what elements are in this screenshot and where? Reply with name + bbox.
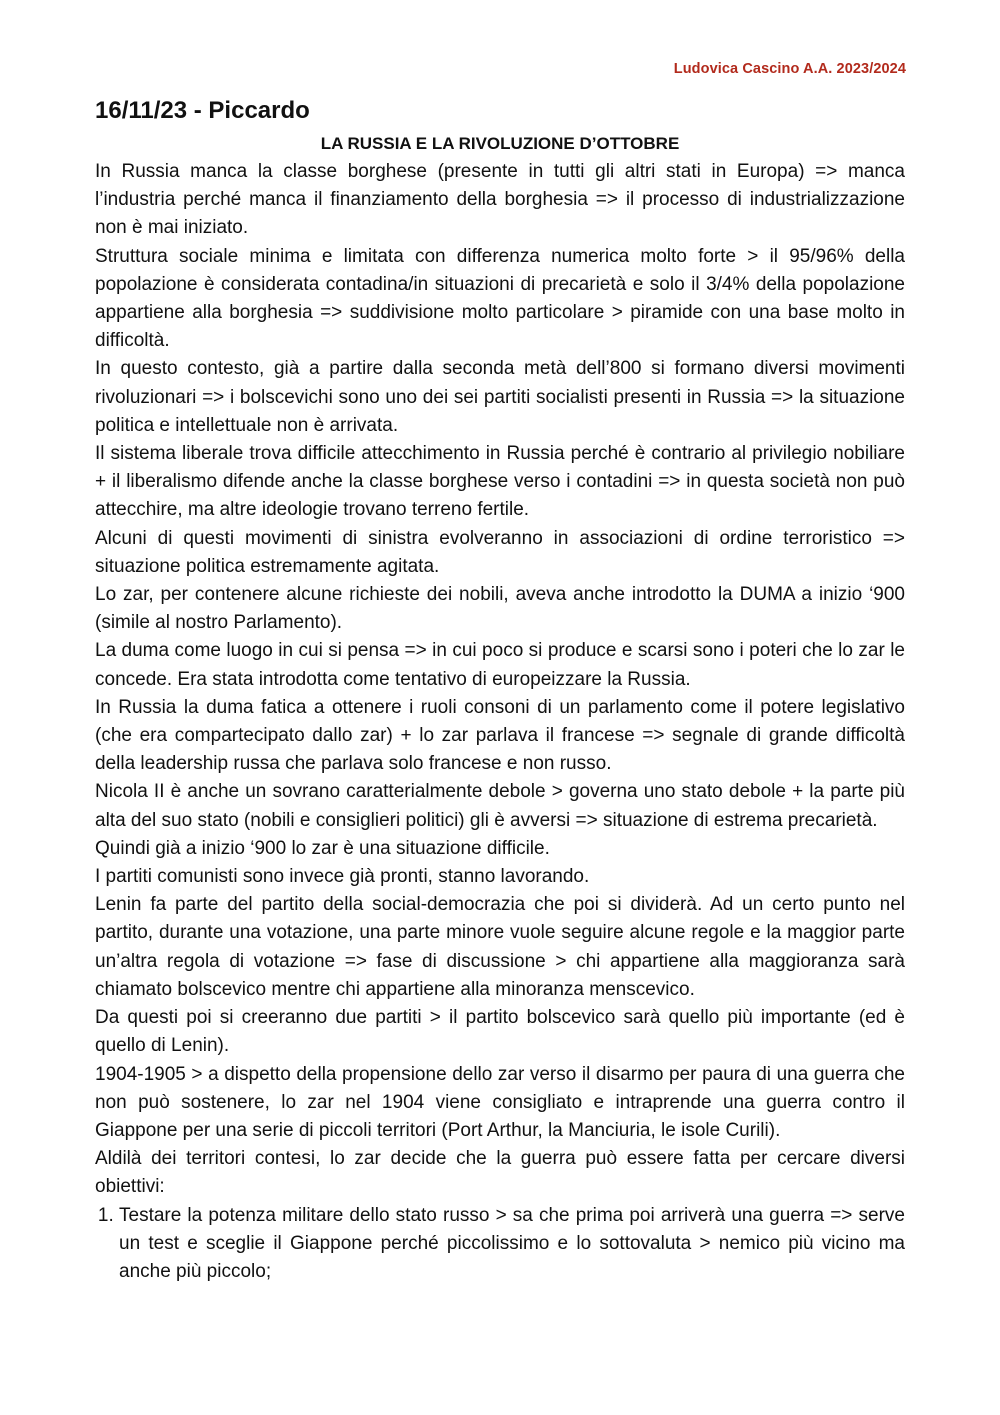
paragraph: Da questi poi si creeranno due partiti > il partito bolscevico sarà quello più importante (ed è quello di Lenin). <box>95 1007 905 1057</box>
paragraph: 1904-1905 > a dispetto della propensione dello zar verso il disarmo per paura di una guerra che non può sostenere, lo zar nel 1904 viene consigliato e intraprende una guerra contro il Giappone per una serie di piccoli territori (Port Arthur, la Manciuria, le isole Curili). <box>95 1063 905 1141</box>
paragraph: Nicola II è anche un sovrano caratterialmente debole > governa uno stato debole + la parte più alta del suo stato (nobili e consiglieri politici) gli è avversi => situazione di estrema precarietà. <box>95 781 905 831</box>
paragraph: Quindi già a inizio ‘900 lo zar è una situazione difficile. <box>95 837 550 859</box>
paragraph: I partiti comunisti sono invece già pronti, stanno lavorando. <box>95 866 590 888</box>
paragraph: Struttura sociale minima e limitata con differenza numerica molto forte > il 95/96% della popolazione è considerata contadina/in situazioni di precarietà e solo il 3/4% della popolazione appartiene alla borghesia => suddivisione molto particolare > piramide con una base molto in difficoltà. <box>95 245 905 352</box>
author-header: Ludovica Cascino A.A. 2023/2024 <box>673 61 906 77</box>
objectives-list <box>95 1202 905 1287</box>
list-item: 1. Testare la potenza militare dello stato russo > sa che prima poi arriverà una guerra => serve un test e sceglie il Giappone perché piccolissimo e lo sottovaluta > nemico più vicino ma anche più piccolo; <box>119 1202 905 1287</box>
paragraph: Lo zar, per contenere alcune richieste dei nobili, aveva anche introdotto la DUMA a inizio ‘900 (simile al nostro Parlamento). <box>95 584 905 634</box>
paragraph: Aldilà dei territori contesi, lo zar decide che la guerra può essere fatta per cercare diversi obiettivi: <box>95 1148 905 1198</box>
paragraph: In Russia la duma fatica a ottenere i ruoli consoni di un parlamento come il potere legislativo (che era compartecipato dallo zar) + lo zar parlava il francese => segnale di grande difficoltà della leadership russa che parlava solo francese e non russo. <box>95 696 905 775</box>
paragraph: Il sistema liberale trova difficile attecchimento in Russia perché è contrario al privilegio nobiliare + il liberalismo difende anche la classe borghese verso i contadini => in questa società non può attecchire, ma altre ideologie trovano terreno fertile. <box>95 443 905 521</box>
document-body <box>95 158 905 1286</box>
paragraph: Alcuni di questi movimenti di sinistra evolveranno in associazioni di ordine terroristico => situazione politica estremamente agitata. <box>95 527 905 577</box>
lecture-date-title: 16/11/23 - Piccardo <box>95 97 310 124</box>
paragraph: In questo contesto, già a partire dalla seconda metà dell’800 si formano diversi movimenti rivoluzionari => i bolscevichi sono uno dei sei partiti socialisti presenti in Russia => la situazione politica e intellettuale non è arrivata. <box>95 358 905 436</box>
paragraph: Lenin fa parte del partito della social-democrazia che poi si dividerà. Ad un certo punto nel partito, durante una votazione, una parte minore vuole seguire alcune regole e la maggior parte un’altra regola di votazione => fase di discussione > chi appartiene alla maggioranza sarà chiamato bolscevico mentre chi appartiene alla minoranza menscevico. <box>95 894 905 1000</box>
paragraph: In Russia manca la classe borghese (presente in tutti gli altri stati in Europa) => manca l’industria perché manca il finanziamento della borghesia => il processo di industrializzazione non è mai iniziato. <box>95 161 905 239</box>
document-title: LA RUSSIA E LA RIVOLUZIONE D’OTTOBRE <box>320 134 680 153</box>
paragraph: La duma come luogo in cui si pensa => in cui poco si produce e scarsi sono i poteri che lo zar le concede. Era stata introdotta come tentativo di europeizzare la Russia. <box>95 640 905 690</box>
